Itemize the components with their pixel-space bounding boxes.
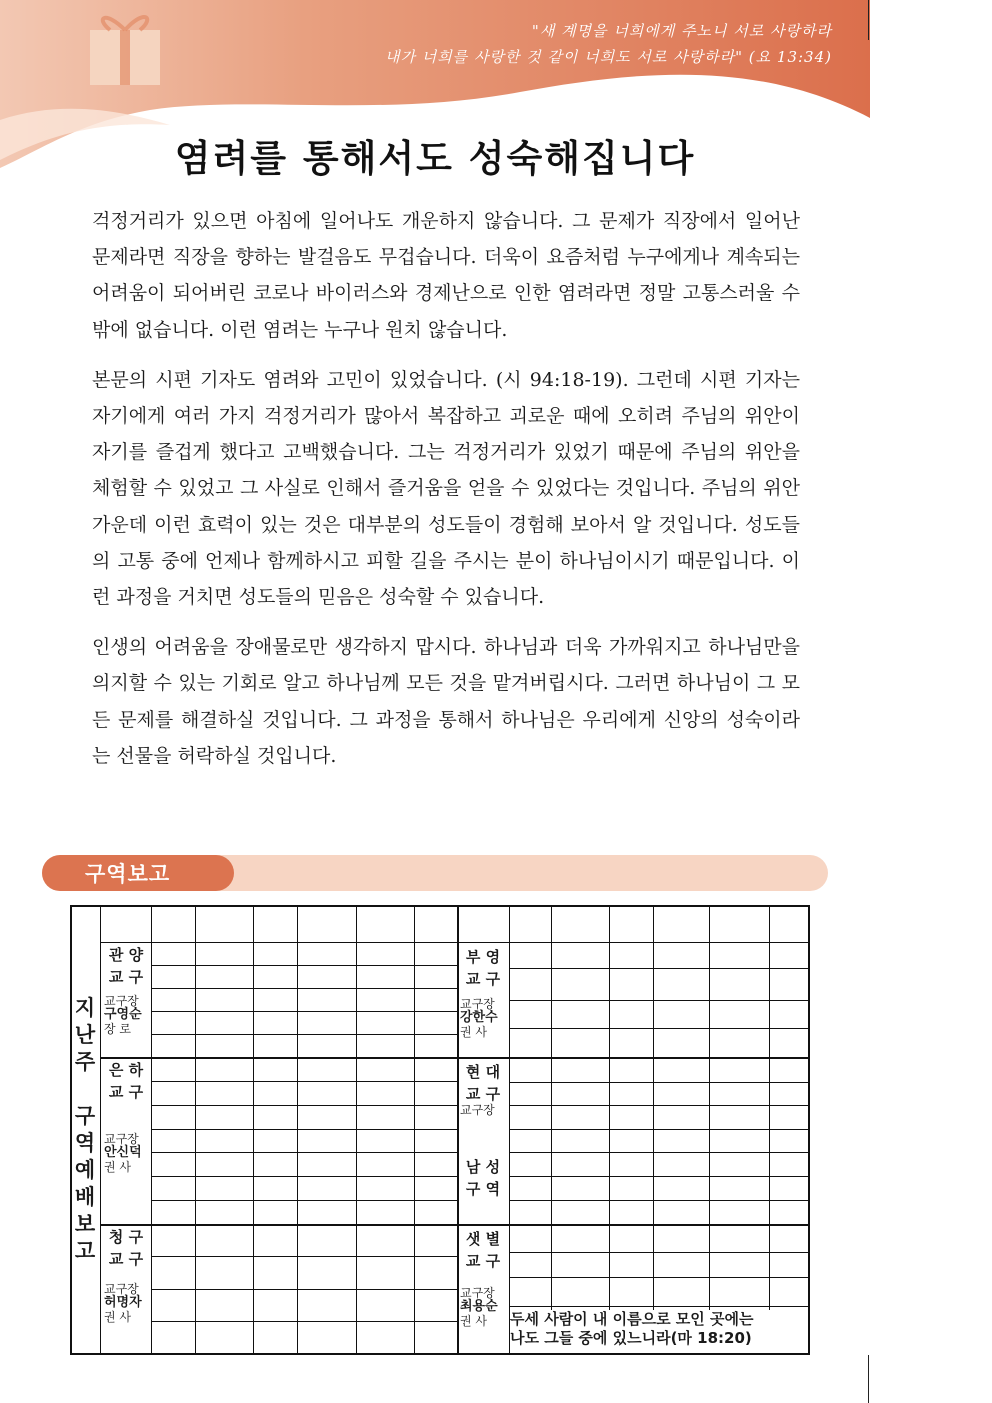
col-divider <box>414 907 415 1353</box>
district-name <box>460 1061 506 1105</box>
district-name-line: 교 구 <box>108 968 144 986</box>
district-leader <box>104 1282 148 1324</box>
col-divider <box>509 907 510 1353</box>
row-divider <box>151 1321 457 1322</box>
district-leader <box>460 1103 506 1117</box>
row-divider <box>509 1082 810 1083</box>
col-divider <box>195 907 196 1353</box>
paragraph-2: 본문의 시편 기자도 염려와 고민이 있었습니다. (시 94:18-19). 그런데 시편 기자는 자기에게 여러 가지 걱정거리가 많아서 복잡하고 괴로운 때에 오히려 주님의 위안이 자기를 즐겁게 했다고 고백했습니다. 그는 걱정거리가 있었기 때문에 주님의 위안을 체험할 수 있었고 그 사실로 인해서 즐거움을 얻을 수 있었다는 것입니다. 주님의 위안 가운데 이런 효력이 있는 것은 대부분의 성도들이 경험해 보아서 알 것입니다. 성도들의 고통 중에 언제나 함께하시고 피할 길을 주시는 분이 하나님이시기 때문입니다. 이런 과정을 거치면 성도들의 믿음은 성숙할 수 있습니다. <box>92 368 800 609</box>
header-quote <box>232 18 832 70</box>
scripture-note <box>510 1310 753 1348</box>
side-title-char: 난 <box>74 1023 96 1047</box>
col-divider <box>356 907 357 1353</box>
row-divider <box>151 1152 457 1153</box>
row-divider <box>509 1277 810 1278</box>
row-divider <box>151 1256 457 1257</box>
note-line-2: 나도 그들 중에 있느니라(마 18:20) <box>510 1329 752 1347</box>
row-divider <box>151 1034 457 1035</box>
table-side-title <box>70 907 101 1353</box>
row-divider <box>457 1224 810 1226</box>
district-name-line: 교 구 <box>108 1250 144 1268</box>
col-divider <box>457 907 459 1353</box>
col-divider <box>253 907 254 1353</box>
district-name-line: 교 구 <box>465 1085 501 1103</box>
col-divider <box>297 907 298 1353</box>
district-leader-line: 허명자 <box>104 1295 142 1311</box>
district-leader <box>460 997 506 1039</box>
side-title-char: 보 <box>74 1212 96 1236</box>
district-name <box>104 1059 148 1103</box>
sermon-body <box>92 203 800 788</box>
row-divider <box>457 1057 810 1059</box>
row-divider <box>509 1306 810 1307</box>
district-leader-line: 교구장 <box>104 1132 139 1147</box>
row-divider <box>509 1028 810 1029</box>
district-name <box>460 1228 506 1272</box>
district-leader-line: 장 로 <box>104 1021 131 1036</box>
row-divider <box>151 1200 457 1201</box>
row-divider <box>151 988 457 989</box>
row-divider <box>151 965 457 966</box>
row-divider <box>101 1224 457 1226</box>
margin-mark-bottom <box>868 1355 869 1403</box>
district-leader-line: 교구장 <box>460 1285 495 1300</box>
district-name-line: 교 구 <box>465 970 501 988</box>
district-leader-line: 최용순 <box>460 1298 498 1314</box>
page-title: 염려를 통해서도 성숙해집니다 <box>174 137 696 180</box>
quote-line-2: 내가 너희를 사랑한 것 같이 너희도 서로 사랑하라" (요 13:34) <box>384 48 832 66</box>
row-divider <box>151 1176 457 1177</box>
row-divider <box>101 1057 457 1059</box>
report-table <box>70 905 810 1355</box>
side-title-char: 주 <box>74 1050 96 1074</box>
side-title-char: 역 <box>74 1131 96 1155</box>
row-divider <box>509 1000 810 1001</box>
row-divider <box>151 1081 457 1082</box>
district-leader-line: 권 사 <box>460 1025 487 1040</box>
margin-mark-top <box>868 0 869 40</box>
side-title-char: 배 <box>74 1185 96 1209</box>
district-name <box>460 1156 506 1200</box>
row-divider <box>151 1129 457 1130</box>
side-title-char: 고 <box>74 1239 96 1263</box>
district-leader-line: 교구장 <box>460 997 495 1012</box>
district-name-line: 현 대 <box>465 1063 501 1081</box>
row-divider <box>509 1252 810 1253</box>
district-leader-line: 강한수 <box>460 1010 498 1026</box>
row-divider <box>509 968 810 969</box>
district-name <box>460 946 506 990</box>
note-line-1: 두세 사람이 내 이름으로 모인 곳에는 <box>510 1310 754 1328</box>
district-name-line: 남 성 <box>465 1158 501 1176</box>
district-name-line: 부 영 <box>465 948 501 966</box>
district-name-line: 관 양 <box>108 946 144 964</box>
row-divider <box>151 1011 457 1012</box>
side-title-char: 구 <box>74 1104 96 1128</box>
side-title-char: 예 <box>74 1158 96 1182</box>
row-divider <box>509 1152 810 1153</box>
side-title-char: 지 <box>74 996 96 1020</box>
district-name-line: 교 구 <box>465 1252 501 1270</box>
row-divider <box>101 942 810 943</box>
district-leader <box>104 1132 148 1174</box>
paragraph-3: 인생의 어려움을 장애물로만 생각하지 맙시다. 하나님과 더욱 가까워지고 하나님만을 의지할 수 있는 기회로 알고 하나님께 모든 것을 맡겨버립시다. 그러면 하나님이 그 모든 문제를 해결하실 것입니다. 그 과정을 통해서 하나님은 우리에게 신앙의 성숙이라는 선물을 허락하실 것입니다. <box>92 636 800 767</box>
district-leader-line: 구영순 <box>104 1006 142 1022</box>
district-name-line: 구 역 <box>465 1180 501 1198</box>
district-name-line: 교 구 <box>108 1083 144 1101</box>
district-name <box>104 1226 148 1270</box>
district-leader <box>460 1286 506 1328</box>
district-leader-line: 교구장 <box>460 1102 495 1117</box>
section-title: 구역보고 <box>85 862 171 886</box>
district-leader-line: 권 사 <box>104 1160 131 1175</box>
district-leader-line: 교구장 <box>104 1282 139 1297</box>
row-divider <box>509 1129 810 1130</box>
district-name-line: 샛 별 <box>465 1230 501 1248</box>
district-name-line: 청 구 <box>108 1228 144 1246</box>
district-leader-line: 권 사 <box>460 1313 487 1328</box>
row-divider <box>509 1176 810 1177</box>
col-divider <box>151 907 152 1353</box>
district-leader <box>104 994 148 1036</box>
district-leader-line: 안신덕 <box>104 1145 142 1161</box>
district-leader-line: 교구장 <box>104 993 139 1008</box>
paragraph-1: 걱정거리가 있으면 아침에 일어나도 개운하지 않습니다. 그 문제가 직장에서 일어난 문제라면 직장을 향하는 발걸음도 무겁습니다. 더욱이 요즘처럼 누구에게나 계속되는 어려움이 되어버린 코로나 바이러스와 경제난으로 인한 염려라면 정말 고통스러울 수밖에 없습니다. 이런 염려는 누구나 원치 않습니다. <box>92 210 800 341</box>
row-divider <box>151 1105 457 1106</box>
row-divider <box>509 1200 810 1201</box>
row-divider <box>509 1105 810 1106</box>
quote-line-1: "새 계명을 너희에게 주노니 서로 사랑하라 <box>531 22 832 40</box>
district-name-line: 은 하 <box>108 1061 144 1079</box>
district-leader-line: 권 사 <box>104 1310 131 1325</box>
district-name <box>104 944 148 988</box>
row-divider <box>151 1289 457 1290</box>
